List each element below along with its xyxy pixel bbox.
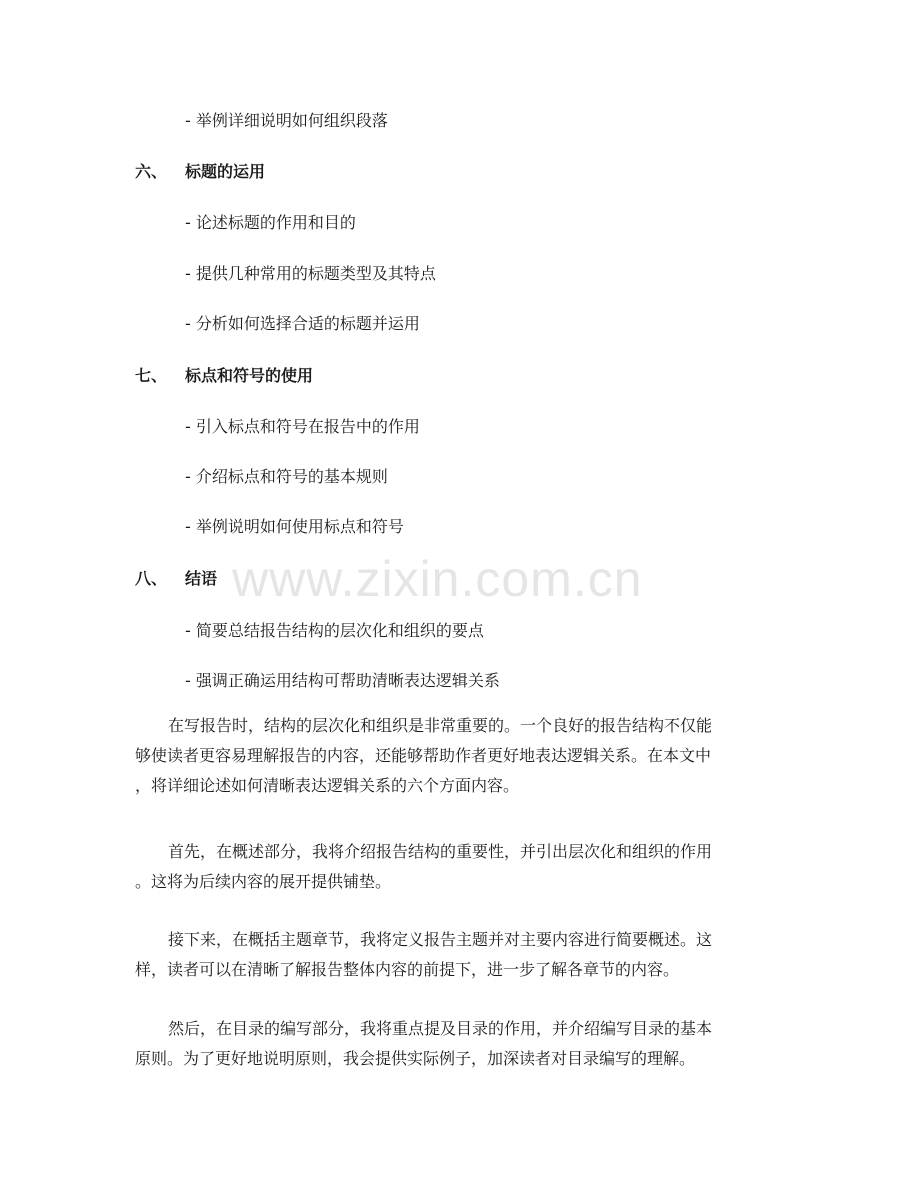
paragraph-line: ，将详细论述如何清晰表达逻辑关系的六个方面内容。 <box>135 776 520 795</box>
body-paragraph <box>135 925 785 985</box>
bullet-item: - 论述标题的作用和目的 <box>185 213 356 232</box>
section-title: 标题的运用 <box>185 162 266 181</box>
body-paragraph <box>135 837 785 897</box>
bullet-item: - 举例详细说明如何组织段落 <box>185 111 388 130</box>
body-paragraph <box>135 711 785 801</box>
section-heading-8 <box>135 568 217 590</box>
paragraph-line: 。这将为后续内容的展开提供铺垫。 <box>135 872 392 891</box>
section-title: 标点和符号的使用 <box>185 366 314 385</box>
body-paragraph <box>135 1014 785 1074</box>
watermark: www.zixin.com.cn <box>232 551 643 607</box>
paragraph-line: 够使读者更容易理解报告的内容，还能够帮助作者更好地表达逻辑关系。在本文中 <box>135 746 712 765</box>
bullet-item: - 简要总结报告结构的层次化和组织的要点 <box>185 621 484 640</box>
paragraph-line: 首先，在概述部分，我将介绍报告结构的重要性，并引出层次化和组织的作用 <box>168 842 713 861</box>
bullet-item: - 提供几种常用的标题类型及其特点 <box>185 264 436 283</box>
paragraph-line: 在写报告时，结构的层次化和组织是非常重要的。一个良好的报告结构不仅能 <box>168 716 713 735</box>
paragraph-line: 样，读者可以在清晰了解报告整体内容的前提下，进一步了解各章节的内容。 <box>135 960 680 979</box>
bullet-item: - 介绍标点和符号的基本规则 <box>185 467 388 486</box>
section-number: 七、 <box>135 366 168 385</box>
paragraph-line: 然后，在目录的编写部分，我将重点提及目录的作用，并介绍编写目录的基本 <box>168 1019 713 1038</box>
section-number: 六、 <box>135 162 168 181</box>
bullet-item: - 引入标点和符号在报告中的作用 <box>185 417 420 436</box>
section-title: 结语 <box>185 569 218 588</box>
section-heading-6 <box>135 161 265 183</box>
bullet-item: - 举例说明如何使用标点和符号 <box>185 517 404 536</box>
paragraph-line: 接下来，在概括主题章节，我将定义报告主题并对主要内容进行简要概述。这 <box>168 930 713 949</box>
bullet-item: - 强调正确运用结构可帮助清晰表达逻辑关系 <box>185 671 500 690</box>
paragraph-line: 原则。为了更好地说明原则，我会提供实际例子，加深读者对目录编写的理解。 <box>135 1049 696 1068</box>
section-number: 八、 <box>135 569 168 588</box>
bullet-item: - 分析如何选择合适的标题并运用 <box>185 314 420 333</box>
section-heading-7 <box>135 365 313 387</box>
